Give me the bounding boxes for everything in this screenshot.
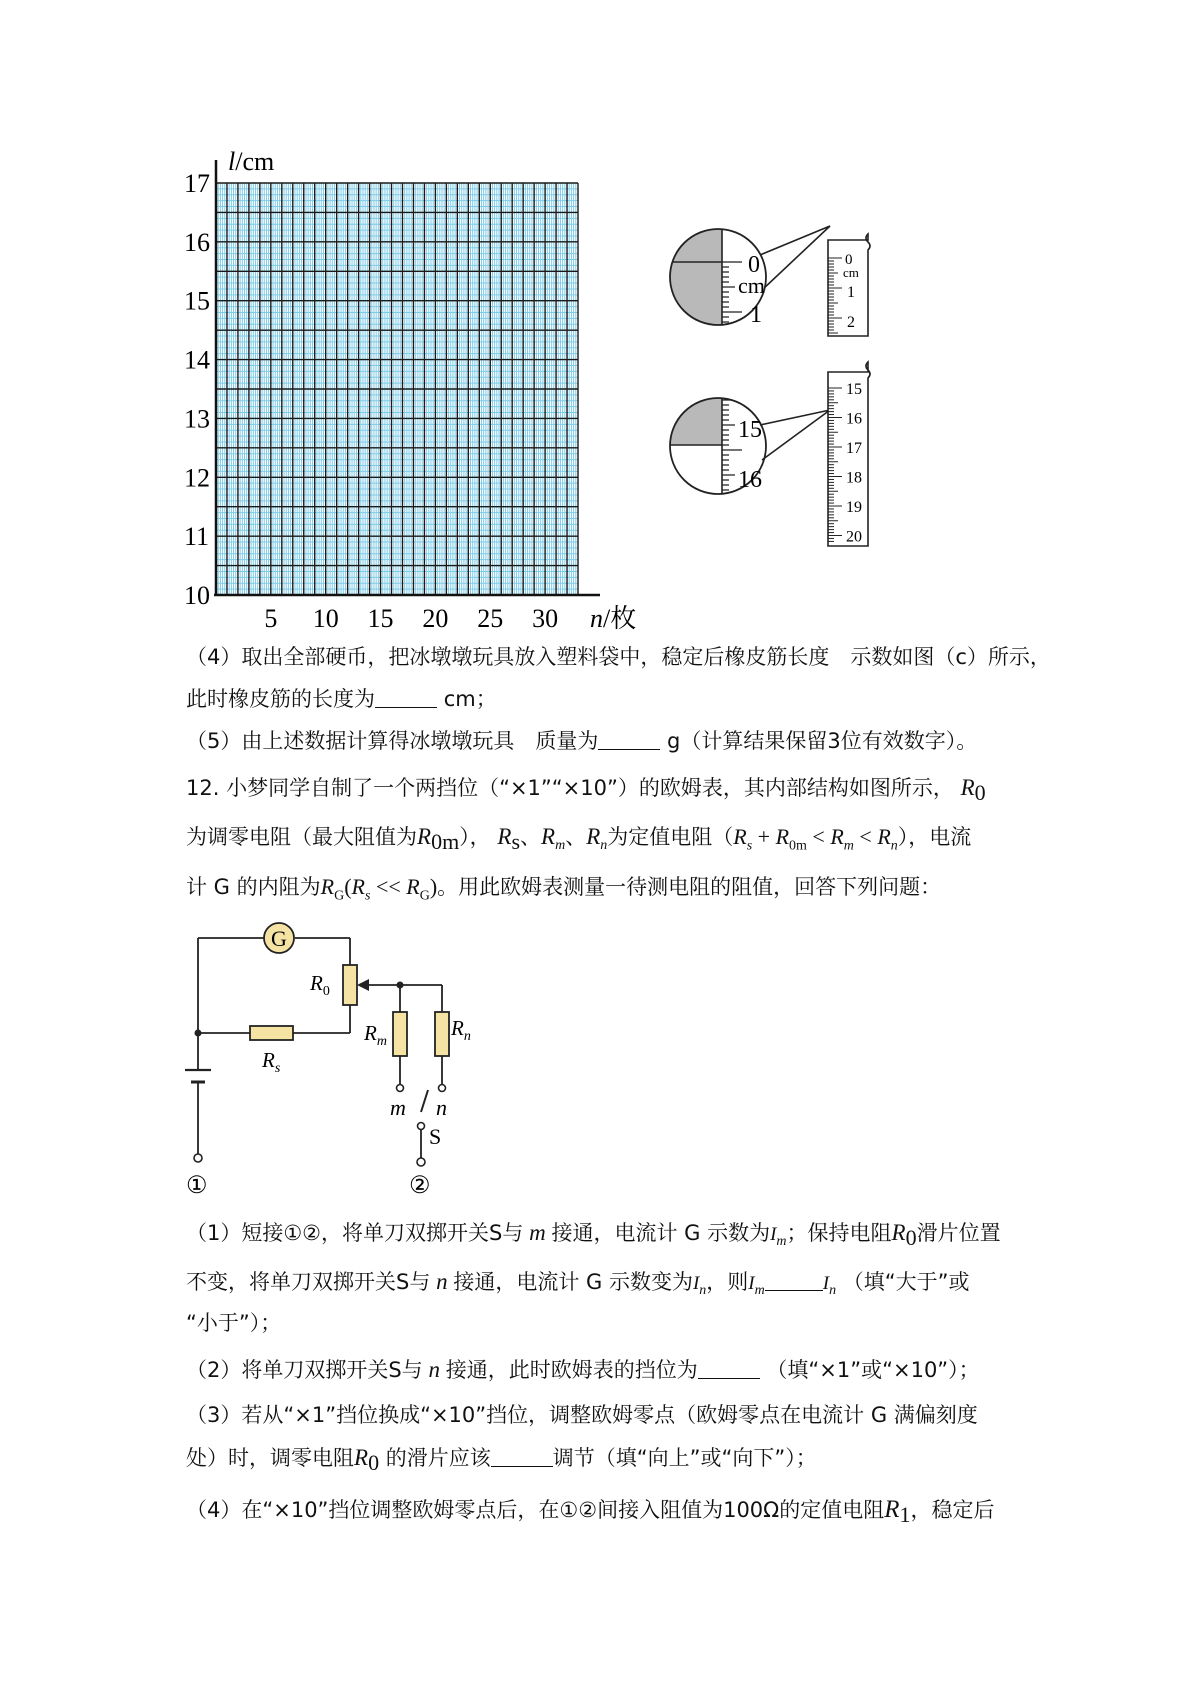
r0-slider-arrow [357, 979, 369, 991]
terminal-1-label: ① [186, 1173, 208, 1199]
r0-label: $R_0$ [310, 971, 330, 999]
x-tick-label: 15 [367, 604, 394, 633]
y-tick-label: 17 [184, 169, 210, 198]
l-n-graph [184, 147, 636, 633]
y-tick-label: 14 [184, 345, 210, 375]
rubber-band-shade [668, 228, 722, 328]
answer-blank-length[interactable] [375, 687, 437, 708]
top-ruler-label-1: 1 [847, 284, 855, 301]
q11-part4-line2: 此时橡皮筋的长度为 cm； [186, 687, 497, 711]
q11-part5: （5）由上述数据计算得冰墩墩玩具 质量为 g（计算结果保留3位有效数字）。 [186, 729, 978, 753]
bottom-ruler-label: 15 [846, 381, 862, 398]
terminal-2-label: ② [409, 1173, 431, 1199]
switch-pivot [418, 1123, 425, 1130]
switch-label: S [429, 1124, 442, 1149]
terminal-n [439, 1085, 446, 1092]
rn-label: $R_n$ [451, 1016, 471, 1044]
answer-blank-range[interactable] [698, 1358, 760, 1379]
ruler-magnifier-top [668, 226, 830, 330]
q12-part4: （4）在“×10”挡位调整欧姆零点后，在①②间接入阻值为100Ω的定值电阻$R_1$，稳定后 [186, 1496, 995, 1528]
x-tick-label: 25 [477, 604, 504, 633]
callout-pointer [760, 226, 830, 290]
y-axis-label: l/cm [228, 147, 275, 176]
bottom-circle-label-16: 16 [738, 467, 762, 493]
terminal-1 [194, 1154, 202, 1162]
bottom-ruler-label: 20 [846, 528, 862, 546]
r0-resistor [343, 965, 357, 1005]
rs-resistor [250, 1026, 293, 1040]
top-ruler-label-2: 2 [847, 314, 855, 331]
y-tick-label: 12 [184, 463, 210, 493]
m-label: m [390, 1095, 406, 1120]
bottom-ruler-label: 17 [846, 440, 862, 457]
y-tick-label: 16 [184, 227, 210, 257]
top-circle-label-1: 1 [750, 302, 762, 328]
bottom-ruler-label: 19 [846, 499, 862, 516]
galvanometer-label: G [271, 926, 287, 951]
x-tick-label: 30 [532, 604, 559, 633]
ruler-bottom [828, 362, 870, 546]
y-tick-label: 10 [184, 581, 210, 610]
q12-line3: 计 G 的内阻为$R_G(R_s << R_G)$。用此欧姆表测量一待测电阻的阻值，回答下列问题： [186, 874, 942, 904]
answer-blank-mass[interactable] [598, 729, 660, 750]
callout-pointer-bottom [760, 410, 830, 460]
x-axis-label: n/枚 [590, 604, 637, 633]
answer-blank-direction[interactable] [491, 1446, 553, 1467]
q12-part1-line2: 不变，将单刀双掷开关S与 n 接通，电流计 G 示数变为$I_n$，则$I_m$ $I_n$ （填“大于”或 [186, 1269, 970, 1298]
top-ruler-label-cm: cm [843, 265, 859, 280]
x-tick-label: 10 [312, 604, 339, 633]
terminal-m [397, 1085, 404, 1092]
y-tick-label: 11 [184, 522, 210, 552]
top-ruler-label-0: 0 [845, 252, 853, 268]
bottom-ruler-label: 18 [846, 469, 862, 487]
x-tick-labels [264, 604, 558, 633]
x-tick-label: 5 [264, 604, 278, 633]
x-tick-label: 20 [422, 604, 449, 633]
bottom-ruler-label: 16 [846, 410, 862, 428]
q12-part1-line3: “小于”）； [186, 1311, 282, 1335]
q12-line2: 为调零电阻（最大阻值为$R_{0m}$）， $R_s$、$R_m$、$R_n$为定值电阻$(R_s + R_{0m} < R_m < R_n)$，电流 [186, 824, 972, 855]
bottom-circle-label-15: 15 [738, 417, 762, 443]
circuit-components [186, 923, 471, 1199]
terminal-2 [417, 1158, 425, 1166]
rm-resistor [393, 1012, 407, 1056]
y-tick-labels [184, 169, 210, 610]
rm-label: $R_m$ [364, 1021, 387, 1049]
q12-part3-line2: 处）时，调零电阻$R_0$ 的滑片应该 调节（填“向上”或“向下”）； [186, 1445, 817, 1476]
y-tick-label: 13 [184, 404, 210, 434]
rn-resistor [435, 1012, 449, 1056]
ruler-magnifier-bottom [668, 395, 830, 500]
rs-label: $R_s$ [262, 1048, 281, 1076]
q11-part4-line1: （4）取出全部硬币，把冰墩墩玩具放入塑料袋中，稳定后橡皮筋长度 示数如图（c）所示， [186, 645, 1051, 669]
q12-part3-line1: （3）若从“×1”挡位换成“×10”挡位，调整欧姆零点（欧姆零点在电流计 G 满偏刻度 [186, 1403, 978, 1427]
q12-part2: （2）将单刀双掷开关S与 n 接通，此时欧姆表的挡位为 （填“×1”或“×10”）； [186, 1357, 980, 1382]
y-tick-label: 15 [184, 286, 210, 316]
top-circle-label-cm: cm [738, 273, 765, 298]
top-circle-label-0: 0 [748, 252, 760, 278]
q12-part1-line1: （1）短接①②，将单刀双掷开关S与 m 接通，电流计 G 示数为$I_m$；保持电阻$R_0$滑片位置 [186, 1220, 1001, 1251]
q12-line1: 12. 小梦同学自制了一个两挡位（“×1”“×10”）的欧姆表，其内部结构如图所示， $R_0$ [186, 775, 986, 806]
ruler-top [828, 234, 870, 336]
answer-blank-compare[interactable] [765, 1270, 823, 1291]
n-label: n [436, 1095, 447, 1120]
